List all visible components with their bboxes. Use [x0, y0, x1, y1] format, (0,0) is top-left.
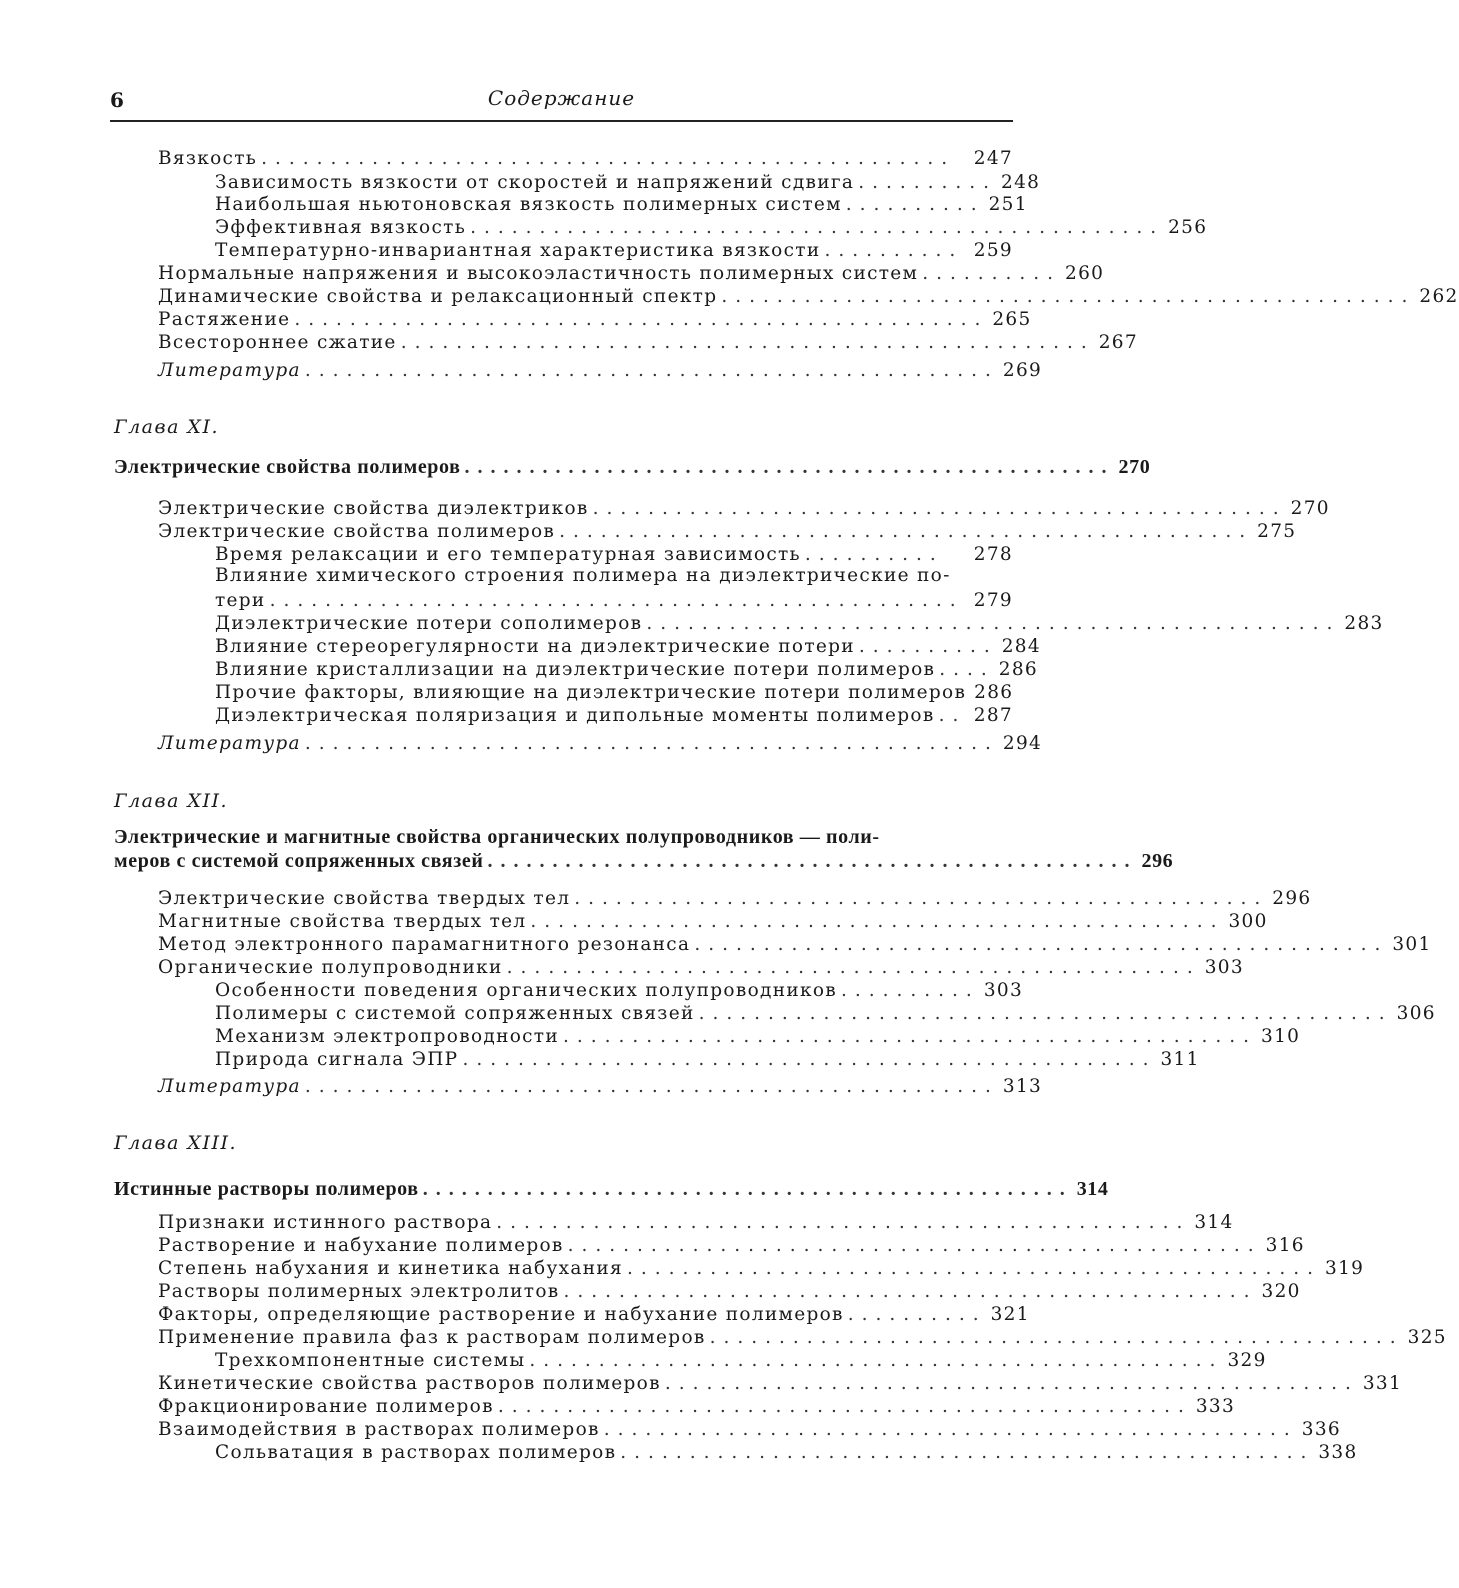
- toc-entry: Электрические свойства диэлектриков .................................................. 270: [158, 498, 1330, 519]
- toc-entry-multiline: Влияние химического строения полимера на диэлектрические по-: [215, 565, 951, 586]
- toc-entry: Органические полупроводники .................................................. 303: [158, 957, 1244, 978]
- running-title: Содержание: [487, 86, 636, 110]
- toc-entry: Влияние кристаллизации на диэлектрические потери полимеров .... 286: [215, 659, 1038, 680]
- toc-entry: Природа сигнала ЭПР .................................................. 311: [215, 1049, 1200, 1070]
- toc-entry: Кинетические свойства растворов полимеров .................................................. 331: [158, 1373, 1403, 1394]
- toc-entry: Магнитные свойства твердых тел .................................................. 300: [158, 911, 1268, 932]
- chapter-title-line: Электрические и магнитные свойства органических полупроводников — поли-: [114, 826, 880, 848]
- toc-entry: Электрические свойства твердых тел .................................................. 296: [158, 888, 1312, 909]
- toc-entry: Трехкомпонентные системы .................................................. 329: [215, 1350, 1267, 1371]
- toc-entry: Растяжение .................................................. 265: [158, 309, 1032, 330]
- page-number: 6: [110, 88, 124, 112]
- toc-entry: Зависимость вязкости от скоростей и напряжений сдвига .......... 248: [215, 172, 1041, 193]
- toc-entry: Механизм электропроводности .................................................. 310: [215, 1026, 1301, 1047]
- toc-entry: Взаимодействия в растворах полимеров .................................................. 336: [158, 1419, 1341, 1440]
- chapter-label: Глава XI.: [114, 416, 220, 438]
- toc-entry: Степень набухания и кинетика набухания .................................................. 319: [158, 1258, 1365, 1279]
- toc-entry: Факторы, определяющие растворение и набухание полимеров .......... 321: [158, 1304, 1030, 1325]
- toc-entry: Время релаксации и его температурная зависимость .......... 278: [215, 544, 1013, 565]
- toc-entry: Полимеры с системой сопряженных связей .................................................. 306: [215, 1003, 1436, 1024]
- toc-entry: Влияние стереорегулярности на диэлектрические потери .......... 284: [215, 636, 1041, 657]
- toc-entry: Применение правила фаз к растворам полимеров .................................................. 325: [158, 1327, 1447, 1348]
- toc-entry: Диэлектрическая поляризация и дипольные моменты полимеров .. 287: [215, 705, 1013, 726]
- chapter-title: Электрические свойства полимеров .................................................. 270: [114, 456, 1151, 478]
- toc-entry-literature: Литература .................................................. 294: [158, 733, 1043, 754]
- chapter-title: меров с системой сопряженных связей .................................................. 296: [114, 850, 1174, 872]
- toc-entry: Особенности поведения органических полупроводников .......... 303: [215, 980, 1024, 1001]
- toc-entry: Наибольшая ньютоновская вязкость полимерных систем .......... 251: [215, 194, 1028, 215]
- toc-entry: Растворы полимерных электролитов .................................................. 320: [158, 1281, 1301, 1302]
- toc-entry: Вязкость .................................................. 247: [158, 148, 1013, 169]
- toc-entry: Диэлектрические потери сополимеров .................................................. 283: [215, 613, 1384, 634]
- chapter-label: Глава XIII.: [114, 1132, 238, 1154]
- toc-entry: Электрические свойства полимеров .................................................. 275: [158, 521, 1297, 542]
- toc-entry: Эффективная вязкость .................................................. 256: [215, 217, 1208, 238]
- chapter-label: Глава XII.: [114, 790, 229, 812]
- header-rule: [110, 120, 1013, 122]
- chapter-title: Истинные растворы полимеров .................................................. 314: [114, 1178, 1109, 1200]
- toc-entry: Динамические свойства и релаксационный спектр .................................................. 262: [158, 286, 1459, 307]
- toc-entry: Всестороннее сжатие .................................................. 267: [158, 332, 1138, 353]
- toc-entry: тери .................................................. 279: [215, 590, 1013, 611]
- page-header: [110, 84, 1013, 120]
- toc-entry: Температурно-инвариантная характеристика вязкости .......... 259: [215, 240, 1013, 261]
- toc-entry: Метод электронного парамагнитного резонанса .................................................. 301: [158, 934, 1432, 955]
- toc-entry-literature: Литература .................................................. 269: [158, 360, 1043, 381]
- toc-entry: Растворение и набухание полимеров .................................................. 316: [158, 1235, 1305, 1256]
- toc-entry: Фракционирование полимеров .................................................. 333: [158, 1396, 1236, 1417]
- toc-entry: Признаки истинного раствора .................................................. 314: [158, 1212, 1234, 1233]
- toc-entry: Сольватация в растворах полимеров .................................................. 338: [215, 1442, 1358, 1463]
- toc-entry: Прочие факторы, влияющие на диэлектрические потери полимеров 286: [215, 682, 1014, 703]
- toc-entry-literature: Литература .................................................. 313: [158, 1076, 1043, 1097]
- toc-entry: Нормальные напряжения и высокоэластичность полимерных систем .......... 260: [158, 263, 1105, 284]
